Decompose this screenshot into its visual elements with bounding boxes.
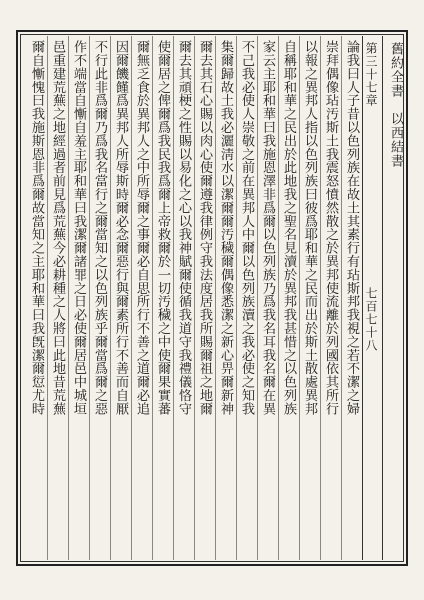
text-column: 集爾歸故土我必灑淸水以潔爾爾汚穢爾偶像悉潔之新心畀爾新神 — [215, 36, 236, 560]
text-column: 作不端當自慚自羞主耶和華曰我潔爾諸罪之日必使爾居邑中城垣 — [68, 36, 89, 560]
text-column: 邑重建荒蕪之地經過者前見爲荒蕪今必耕種之人將曰此地昔荒蕪 — [47, 36, 68, 560]
running-head-title — [382, 36, 405, 560]
text-column: 崇拜偶像玷汚斯土我震怒憤然散之於異邦使流離於列國依其所行 — [320, 36, 341, 560]
page-number: 七百七十八 — [364, 287, 378, 352]
text-column: 不行此非爲爾乃爲我名當行之爾當知之以色列族乎爾當爲爾之惡 — [89, 36, 110, 560]
book-title: 舊約全書 以西結書 — [388, 42, 403, 168]
text-column: 爾自慚愧曰我施斯恩非爲爾故當知之主耶和華曰我旣潔爾愆尤時 — [29, 40, 44, 416]
text-column: 因爾饑饉爲異邦人所辱斯時爾必念爾惡行與爾素所行不善而自厭 — [110, 36, 131, 560]
text-column: 不己我必使人崇敬之前在異邦人中爾以色列族瀆之我必使之知我 — [236, 36, 257, 560]
text-column: 家云主耶和華曰我施恩澤非爲爾以色列族乃爲我名耳我名爾在異 — [257, 36, 278, 560]
text-column: 使爾居之俾爾爲我民我爲爾上帝救爾於一切汚穢之中使爾果實蕃 — [152, 36, 173, 560]
text-column: 以報之異邦人指以色列族曰彼爲耶和華之民而出於斯土散處異邦 — [299, 36, 320, 560]
chapter-label: 第三十七章 — [364, 42, 378, 107]
running-head-chapter — [362, 36, 381, 560]
text-column: 爾去其石心賜以肉心使爾遵我律例守我法度居我所賜爾祖之地爾 — [194, 36, 215, 560]
scripture-text — [22, 36, 362, 560]
text-column: 爾無乏食於異邦人之中所辱爾之事爾必自思所行不善之道爾必追 — [131, 36, 152, 560]
text-column: 自稱耶和華之民出於此地我之聖名見瀆於異邦我甚惜之以色列族 — [278, 36, 299, 560]
text-column: 論我曰人子昔以色列族在故土其素行有玷斯邦我視之若不潔之婦 — [341, 36, 362, 560]
text-column: 爾去其頑梗之性賜以易化之心以我神賦爾使循我道守我禮儀恪守 — [173, 36, 194, 560]
